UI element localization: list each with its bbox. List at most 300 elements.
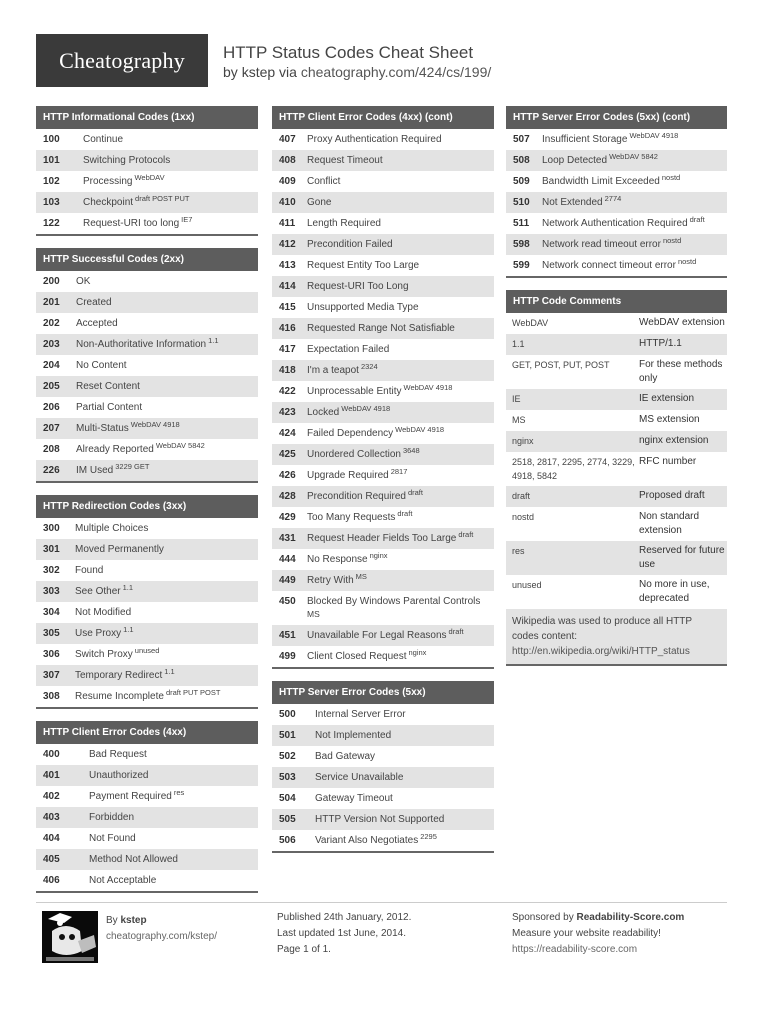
status-label: No Content xyxy=(76,360,127,371)
table-row xyxy=(272,591,494,625)
status-code: 424 xyxy=(279,428,296,439)
status-description xyxy=(89,874,156,887)
status-note: unused xyxy=(134,646,160,655)
comments-header: HTTP Code Comments xyxy=(506,290,727,313)
comment-value: WebDAV extension xyxy=(639,317,725,328)
table-row xyxy=(36,150,258,171)
status-label: Accepted xyxy=(76,318,118,329)
status-code: 401 xyxy=(43,770,60,781)
status-code: 423 xyxy=(279,407,296,418)
status-label: Request Entity Too Large xyxy=(307,260,420,271)
status-description xyxy=(75,585,133,598)
status-label: Processing xyxy=(83,176,133,187)
status-description xyxy=(307,574,367,587)
comment-row xyxy=(506,313,727,334)
table-row xyxy=(36,623,258,644)
status-code: 411 xyxy=(279,218,296,229)
status-code: 303 xyxy=(43,586,60,597)
status-note: nostd xyxy=(677,257,697,266)
status-label: Moved Permanently xyxy=(75,544,164,555)
status-description xyxy=(307,385,452,398)
status-description xyxy=(307,196,331,209)
status-label: Not Modified xyxy=(75,607,132,618)
status-description xyxy=(75,543,164,556)
cheatography-logo[interactable]: Cheatography xyxy=(36,34,208,87)
status-code: 503 xyxy=(279,772,296,783)
block-rows xyxy=(36,271,258,481)
status-code: 408 xyxy=(279,155,296,166)
status-description xyxy=(89,748,147,761)
status-code: 500 xyxy=(279,709,296,720)
status-description xyxy=(315,729,391,742)
status-note: WebDAV 4918 xyxy=(629,131,679,140)
status-code: 100 xyxy=(43,134,60,145)
table-row xyxy=(272,486,494,507)
status-note: draft PUT POST xyxy=(165,688,221,697)
status-note: nostd xyxy=(662,236,682,245)
status-description xyxy=(307,511,412,524)
status-code: 122 xyxy=(43,218,60,229)
block-header: HTTP Redirection Codes (3xx) xyxy=(36,495,258,518)
footer-sponsor xyxy=(512,910,684,958)
status-description xyxy=(315,771,403,784)
comment-value: For these methods only xyxy=(639,359,723,384)
comment-value: IE extension xyxy=(639,393,695,404)
sponsor-name[interactable]: Readability-Score.com xyxy=(576,912,685,923)
status-description xyxy=(307,133,442,146)
status-description xyxy=(76,443,205,456)
sheet-url-link[interactable]: cheatography.com/424/cs/199/ xyxy=(300,64,492,80)
status-description xyxy=(315,708,406,721)
table-row xyxy=(36,313,258,334)
status-label: Switching Protocols xyxy=(83,155,171,166)
status-description xyxy=(307,595,480,621)
status-code: 403 xyxy=(43,812,60,823)
comments-footnote xyxy=(506,609,727,664)
table-row xyxy=(36,539,258,560)
status-code: 308 xyxy=(43,691,60,702)
column-3-blocks xyxy=(506,106,727,278)
table-row xyxy=(36,686,258,707)
status-label: Not Acceptable xyxy=(89,875,157,886)
status-code: 301 xyxy=(43,544,60,555)
status-note: IE7 xyxy=(181,215,193,224)
status-code: 428 xyxy=(279,491,296,502)
table-row xyxy=(272,360,494,381)
sponsor-tagline: Measure your website readability! xyxy=(512,928,661,939)
status-label: Requested Range Not Satisfiable xyxy=(307,323,455,334)
comment-row xyxy=(506,355,727,389)
block-header: HTTP Successful Codes (2xx) xyxy=(36,248,258,271)
status-code: 208 xyxy=(43,444,60,455)
status-label: Client Closed Request xyxy=(307,651,407,662)
table-row xyxy=(272,809,494,830)
table-row xyxy=(272,704,494,725)
status-description xyxy=(315,813,444,826)
status-description xyxy=(542,196,621,209)
status-code: 305 xyxy=(43,628,60,639)
status-label: Bad Request xyxy=(89,749,147,760)
status-description xyxy=(76,338,219,351)
published-date: Published 24th January, 2012. xyxy=(277,912,412,923)
comment-key: unused xyxy=(512,580,542,590)
status-label: Expectation Failed xyxy=(307,344,390,355)
block-rows xyxy=(36,744,258,891)
code-block xyxy=(506,106,727,278)
status-code: 201 xyxy=(43,297,60,308)
status-code: 412 xyxy=(279,239,296,250)
table-row xyxy=(36,870,258,891)
status-label: Length Required xyxy=(307,218,381,229)
table-row xyxy=(272,402,494,423)
status-description xyxy=(89,832,136,845)
status-label: Temporary Redirect xyxy=(75,670,163,681)
comment-key: GET, POST, PUT, POST xyxy=(512,360,610,370)
status-label: Non-Authoritative Information xyxy=(76,339,207,350)
status-code: 444 xyxy=(279,554,296,565)
status-code: 511 xyxy=(513,218,530,229)
status-label: No Response xyxy=(307,554,368,565)
table-row xyxy=(272,465,494,486)
status-code: 407 xyxy=(279,134,296,145)
status-label: Not Implemented xyxy=(315,730,392,741)
comment-row xyxy=(506,507,727,541)
status-code: 425 xyxy=(279,449,296,460)
status-description xyxy=(542,154,658,167)
status-description xyxy=(75,606,131,619)
status-code: 502 xyxy=(279,751,296,762)
status-code: 410 xyxy=(279,197,296,208)
comment-value: MS extension xyxy=(639,414,700,425)
status-note: draft POST PUT xyxy=(135,194,190,203)
status-code: 415 xyxy=(279,302,296,313)
status-note: 2774 xyxy=(604,194,622,203)
status-note: WebDAV 4918 xyxy=(130,420,180,429)
status-description xyxy=(76,317,118,330)
status-code: 101 xyxy=(43,155,60,166)
status-label: Method Not Allowed xyxy=(89,854,178,865)
status-description xyxy=(75,564,103,577)
status-code: 598 xyxy=(513,239,530,250)
comment-value: No more in use, deprecated xyxy=(639,579,710,604)
updated-date: Last updated 1st June, 2014. xyxy=(277,928,406,939)
byline xyxy=(223,64,491,80)
table-row xyxy=(272,549,494,570)
page-header xyxy=(36,34,736,88)
table-row xyxy=(36,213,258,234)
status-code: 504 xyxy=(279,793,296,804)
status-label: Not Extended xyxy=(542,197,603,208)
status-label: Already Reported xyxy=(76,444,154,455)
status-description xyxy=(76,359,127,372)
comment-key: IE xyxy=(512,394,521,404)
status-description xyxy=(89,811,134,824)
status-description xyxy=(542,133,678,146)
table-row xyxy=(36,376,258,397)
status-label: Request-URI too long xyxy=(83,218,180,229)
footer-author-name[interactable]: kstep xyxy=(120,915,147,926)
status-label: Unauthorized xyxy=(89,770,149,781)
status-label: Payment Required xyxy=(89,791,172,802)
comment-key: 1.1 xyxy=(512,339,525,349)
status-label: Switch Proxy xyxy=(75,649,133,660)
status-label: Request-URI Too Long xyxy=(307,281,409,292)
block-rows xyxy=(36,518,258,707)
status-note: draft xyxy=(689,215,705,224)
status-code: 307 xyxy=(43,670,60,681)
status-label: Checkpoint xyxy=(83,197,134,208)
status-description xyxy=(76,296,112,309)
status-note: WebDAV 4918 xyxy=(403,383,453,392)
status-code: 205 xyxy=(43,381,60,392)
comment-row xyxy=(506,452,727,486)
status-note: nostd xyxy=(661,173,681,182)
footnote-text: Wikipedia was used to produce all HTTP codes content: xyxy=(512,616,692,642)
status-label: Multi-Status xyxy=(76,423,129,434)
status-description xyxy=(83,175,165,188)
comment-row xyxy=(506,334,727,355)
status-description xyxy=(89,769,148,782)
status-description xyxy=(76,380,140,393)
status-description xyxy=(542,217,705,230)
comments-block xyxy=(506,290,727,666)
author-avatar[interactable] xyxy=(42,911,98,963)
status-description xyxy=(307,322,455,335)
table-row xyxy=(36,129,258,150)
status-code: 102 xyxy=(43,176,60,187)
status-note: 1.1 xyxy=(122,583,134,592)
comment-key: nginx xyxy=(512,436,534,446)
table-row xyxy=(36,581,258,602)
status-code: 416 xyxy=(279,323,296,334)
status-description xyxy=(75,690,220,703)
status-code: 103 xyxy=(43,197,60,208)
wikipedia-link[interactable]: http://en.wikipedia.org/wiki/HTTP_status xyxy=(512,646,690,657)
status-label: Network connect timeout error xyxy=(542,260,676,271)
status-description xyxy=(89,853,178,866)
footer-dates xyxy=(277,910,411,958)
column-3 xyxy=(506,106,727,678)
table-row xyxy=(272,381,494,402)
status-code: 226 xyxy=(43,465,60,476)
table-row xyxy=(36,439,258,460)
status-label: Internal Server Error xyxy=(315,709,406,720)
status-label: Multiple Choices xyxy=(75,523,149,534)
status-description xyxy=(75,522,148,535)
status-description xyxy=(307,490,423,503)
status-code: 413 xyxy=(279,260,296,271)
comment-row xyxy=(506,410,727,431)
status-code: 509 xyxy=(513,176,530,187)
footer-author xyxy=(106,913,217,945)
status-code: 422 xyxy=(279,386,296,397)
status-note: WebDAV 4918 xyxy=(341,404,391,413)
comment-row xyxy=(506,575,727,609)
block-rows xyxy=(36,129,258,234)
status-label: Loop Detected xyxy=(542,155,608,166)
status-label: OK xyxy=(76,276,91,287)
table-row xyxy=(272,297,494,318)
status-label: Gone xyxy=(307,197,332,208)
status-code: 409 xyxy=(279,176,296,187)
table-row xyxy=(36,560,258,581)
table-row xyxy=(272,318,494,339)
table-row xyxy=(36,807,258,828)
code-block xyxy=(36,248,258,483)
status-note: WebDAV 5842 xyxy=(155,441,205,450)
block-rows xyxy=(272,129,494,667)
status-label: Precondition Required xyxy=(307,491,406,502)
status-label: Unavailable For Legal Reasons xyxy=(307,630,447,641)
comment-value: Non standard extension xyxy=(639,511,700,536)
footer-author-url[interactable]: cheatography.com/kstep/ xyxy=(106,931,217,942)
table-row xyxy=(36,418,258,439)
table-row xyxy=(506,171,727,192)
status-description xyxy=(315,792,393,805)
status-note: 1.1 xyxy=(208,336,219,345)
status-description xyxy=(75,669,175,682)
table-row xyxy=(506,192,727,213)
table-row xyxy=(36,744,258,765)
status-description xyxy=(315,750,375,763)
comment-key: draft xyxy=(512,491,531,501)
status-description xyxy=(307,175,340,188)
status-code: 510 xyxy=(513,197,530,208)
status-label: Service Unavailable xyxy=(315,772,404,783)
comment-value: Reserved for future use xyxy=(639,545,725,570)
status-code: 400 xyxy=(43,749,60,760)
status-code: 202 xyxy=(43,318,60,329)
page-title: HTTP Status Codes Cheat Sheet xyxy=(223,43,474,62)
status-description xyxy=(542,175,680,188)
status-description xyxy=(307,280,409,293)
status-label: Bad Gateway xyxy=(315,751,376,762)
status-code: 418 xyxy=(279,365,296,376)
table-row xyxy=(272,646,494,667)
status-code: 450 xyxy=(279,596,296,607)
table-row xyxy=(36,849,258,870)
table-row xyxy=(36,460,258,481)
status-label: Not Found xyxy=(89,833,136,844)
status-label: Use Proxy xyxy=(75,628,122,639)
comment-value: Proposed draft xyxy=(639,490,705,501)
table-row xyxy=(272,129,494,150)
table-row xyxy=(506,255,727,276)
code-block xyxy=(272,681,494,853)
status-code: 207 xyxy=(43,423,60,434)
status-code: 204 xyxy=(43,360,60,371)
sponsor-url[interactable]: https://readability-score.com xyxy=(512,944,638,955)
status-code: 508 xyxy=(513,155,530,166)
block-rows xyxy=(272,704,494,851)
status-description xyxy=(76,464,149,477)
author-link[interactable]: kstep xyxy=(241,64,276,80)
status-code: 426 xyxy=(279,470,296,481)
status-description xyxy=(307,406,390,419)
status-note-line: MS xyxy=(307,609,320,619)
comment-key: nostd xyxy=(512,512,535,522)
status-note: res xyxy=(173,788,185,797)
table-row xyxy=(272,746,494,767)
table-row xyxy=(272,830,494,851)
status-label: HTTP Version Not Supported xyxy=(315,814,445,825)
status-description xyxy=(307,650,426,663)
block-header: HTTP Informational Codes (1xx) xyxy=(36,106,258,129)
sponsor-prefix: Sponsored by xyxy=(512,912,577,923)
table-row xyxy=(272,528,494,549)
status-note: draft xyxy=(458,530,474,539)
status-description xyxy=(307,259,419,272)
status-code: 404 xyxy=(43,833,60,844)
status-label: I'm a teapot xyxy=(307,365,359,376)
table-row xyxy=(36,397,258,418)
status-note: 2817 xyxy=(390,467,408,476)
status-description xyxy=(307,364,378,377)
status-label: Network read timeout error xyxy=(542,239,661,250)
status-note: WebDAV 4918 xyxy=(395,425,445,434)
status-code: 505 xyxy=(279,814,296,825)
table-row xyxy=(272,192,494,213)
avatar-image xyxy=(42,911,98,963)
comment-key: MS xyxy=(512,415,526,425)
block-header: HTTP Client Error Codes (4xx) (cont) xyxy=(272,106,494,129)
status-description xyxy=(307,629,464,642)
status-description xyxy=(76,401,142,414)
table-row xyxy=(36,292,258,313)
byline-via: via xyxy=(275,64,301,80)
status-code: 406 xyxy=(43,875,60,886)
status-label: Conflict xyxy=(307,176,341,187)
status-note: nginx xyxy=(369,551,388,560)
status-code: 506 xyxy=(279,835,296,846)
status-description xyxy=(307,154,383,167)
byline-prefix: by xyxy=(223,64,242,80)
table-row xyxy=(272,788,494,809)
status-code: 431 xyxy=(279,533,296,544)
status-note: draft xyxy=(397,509,413,518)
status-note: 2295 xyxy=(420,832,437,841)
comment-value: RFC number xyxy=(639,456,697,467)
status-code: 451 xyxy=(279,630,296,641)
status-label: Insufficient Storage xyxy=(542,134,628,145)
table-row xyxy=(36,192,258,213)
block-header: HTTP Client Error Codes (4xx) xyxy=(36,721,258,744)
status-label: See Other xyxy=(75,586,121,597)
status-label: Reset Content xyxy=(76,381,140,392)
table-row xyxy=(272,213,494,234)
table-row xyxy=(36,271,258,292)
table-row xyxy=(272,507,494,528)
code-block xyxy=(272,106,494,669)
status-label: Continue xyxy=(83,134,124,145)
status-label: Upgrade Required xyxy=(307,470,389,481)
comment-row xyxy=(506,431,727,452)
status-label: Unsupported Media Type xyxy=(307,302,419,313)
status-code: 300 xyxy=(43,523,60,534)
status-code: 200 xyxy=(43,276,60,287)
comments-rows xyxy=(506,313,727,609)
comment-value: HTTP/1.1 xyxy=(639,338,682,349)
comment-key: res xyxy=(512,546,525,556)
status-code: 302 xyxy=(43,565,60,576)
status-description xyxy=(307,427,444,440)
table-row xyxy=(272,150,494,171)
status-note: 1.1 xyxy=(123,625,134,634)
table-row xyxy=(272,339,494,360)
table-row xyxy=(272,444,494,465)
table-row xyxy=(506,129,727,150)
footer-by: By xyxy=(106,915,121,926)
